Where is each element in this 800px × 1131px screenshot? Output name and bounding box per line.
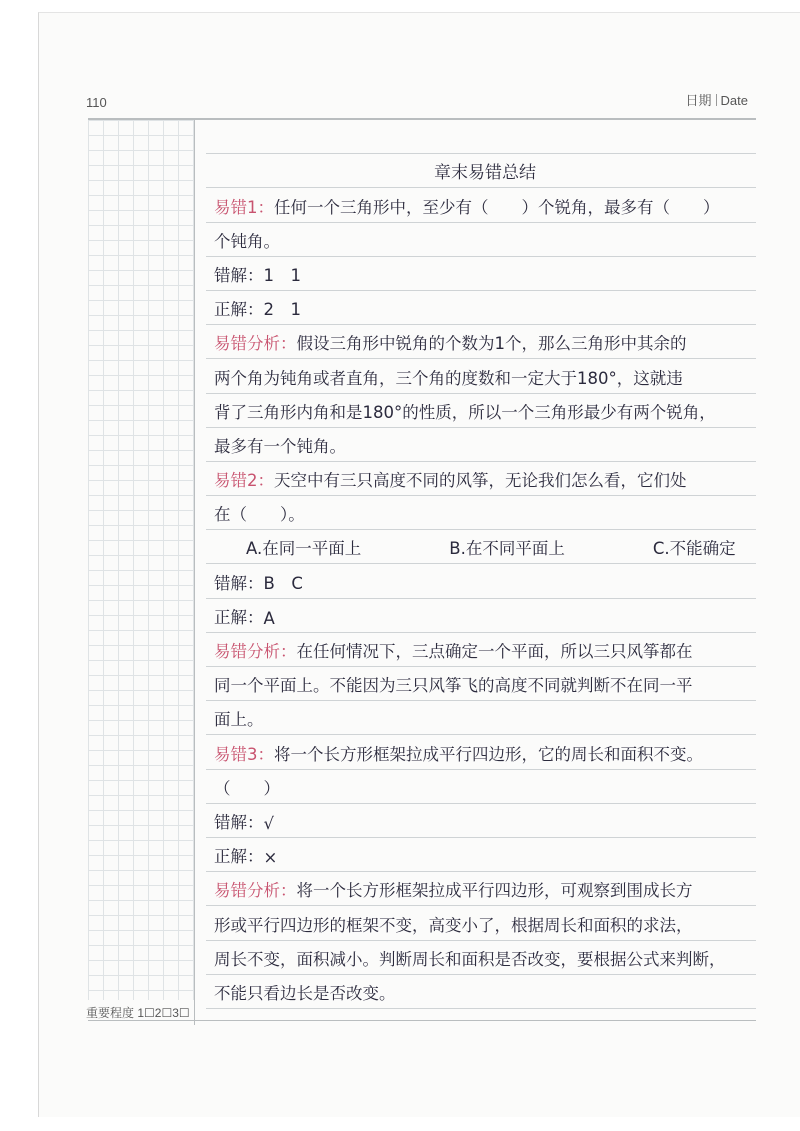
question-text: （ ） xyxy=(214,778,280,798)
wrong-answer-value: 1 1 xyxy=(263,265,301,285)
analysis-text: 面上。 xyxy=(214,710,264,730)
wrong-answer-value: √ xyxy=(263,813,275,833)
analysis-line xyxy=(206,701,756,735)
wrong-answer-label: 错解： xyxy=(214,573,264,593)
analysis-line xyxy=(206,667,756,701)
analysis-text: 在任何情况下，三点确定一个平面，所以三只风筝都在 xyxy=(296,642,693,661)
analysis-text: 假设三角形中锐角的个数为1个，那么三角形中其余的 xyxy=(296,334,687,354)
analysis-line xyxy=(206,633,756,667)
right-answer-line xyxy=(206,291,756,325)
importance-rating: 重要程度 1☐2☐3☐ xyxy=(86,1006,190,1020)
analysis-text: 周长不变，面积减小。判断周长和面积是否改变，要根据公式来判断， xyxy=(214,949,726,969)
date-label-cn: 日期 xyxy=(685,93,712,108)
mistake-tag: 易错1： xyxy=(214,197,274,217)
wrong-answer-value: B C xyxy=(263,573,303,593)
question-text: 在（ ）。 xyxy=(214,505,305,525)
date-separator xyxy=(716,94,717,106)
question-line xyxy=(206,770,756,804)
analysis-line xyxy=(206,975,756,1009)
date-label-en: Date xyxy=(720,93,748,108)
option-c: C.不能确定 xyxy=(652,539,736,559)
wrong-answer-label: 错解： xyxy=(214,812,264,832)
margin-grid xyxy=(88,120,194,1000)
analysis-line xyxy=(206,428,756,462)
question-line xyxy=(206,462,756,496)
wrong-answer-label: 错解： xyxy=(214,265,264,285)
analysis-line xyxy=(206,325,756,359)
analysis-text: 最多有一个钝角。 xyxy=(214,436,346,456)
analysis-tag: 易错分析： xyxy=(214,881,297,901)
right-answer-line xyxy=(206,599,756,633)
question-line xyxy=(206,735,756,769)
question-line xyxy=(206,496,756,530)
analysis-tag: 易错分析： xyxy=(214,642,297,661)
margin-divider xyxy=(194,120,195,1025)
question-text: 个钝角。 xyxy=(214,231,280,251)
analysis-line xyxy=(206,359,756,393)
option-b: B.在不同平面上 xyxy=(449,539,565,559)
question-text: 任何一个三角形中，至少有（ ）个锐角，最多有（ ） xyxy=(274,197,720,217)
blank-line xyxy=(206,120,756,154)
right-answer-label: 正解： xyxy=(214,847,264,867)
wrong-answer-line xyxy=(206,804,756,838)
analysis-text: 不能只看边长是否改变。 xyxy=(214,983,396,1003)
analysis-line xyxy=(206,394,756,428)
analysis-tag: 易错分析： xyxy=(214,334,297,354)
analysis-text: 形或平行四边形的框架不变，高变小了，根据周长和面积的求法， xyxy=(214,915,693,935)
right-answer-label: 正解： xyxy=(214,300,264,320)
right-answer-label: 正解： xyxy=(214,607,264,627)
analysis-text: 同一个平面上。不能因为三只风筝飞的高度不同就判断不在同一平 xyxy=(214,676,693,696)
analysis-line xyxy=(206,906,756,940)
options-line xyxy=(206,530,756,564)
wrong-answer-line xyxy=(206,564,756,598)
wrong-answer-line xyxy=(206,257,756,291)
analysis-text: 背了三角形内角和是180°的性质，所以一个三角形最少有两个锐角， xyxy=(214,402,716,422)
analysis-text: 两个角为钝角或者直角，三个角的度数和一定大于180°，这就违 xyxy=(214,368,683,388)
right-answer-line xyxy=(206,838,756,872)
question-text: 将一个长方形框架拉成平行四边形，它的周长和面积不变。 xyxy=(274,744,703,764)
analysis-text: 将一个长方形框架拉成平行四边形，可观察到围成长方 xyxy=(296,881,693,901)
analysis-line xyxy=(206,872,756,906)
right-answer-value: 2 1 xyxy=(263,300,301,320)
right-answer-value: × xyxy=(263,848,278,868)
question-line xyxy=(206,188,756,222)
date-label xyxy=(686,90,748,109)
right-answer-value: A xyxy=(263,608,275,628)
option-a: A.在同一平面上 xyxy=(246,539,362,559)
page-title: 章末易错总结 xyxy=(206,154,756,188)
notes-content xyxy=(206,120,756,1009)
analysis-line xyxy=(206,941,756,975)
page-number: 110 xyxy=(86,95,107,110)
question-line xyxy=(206,223,756,257)
mistake-tag: 易错2： xyxy=(214,471,274,491)
mistake-tag: 易错3： xyxy=(214,744,274,764)
question-text: 天空中有三只高度不同的风筝，无论我们怎么看，它们处 xyxy=(274,471,687,491)
